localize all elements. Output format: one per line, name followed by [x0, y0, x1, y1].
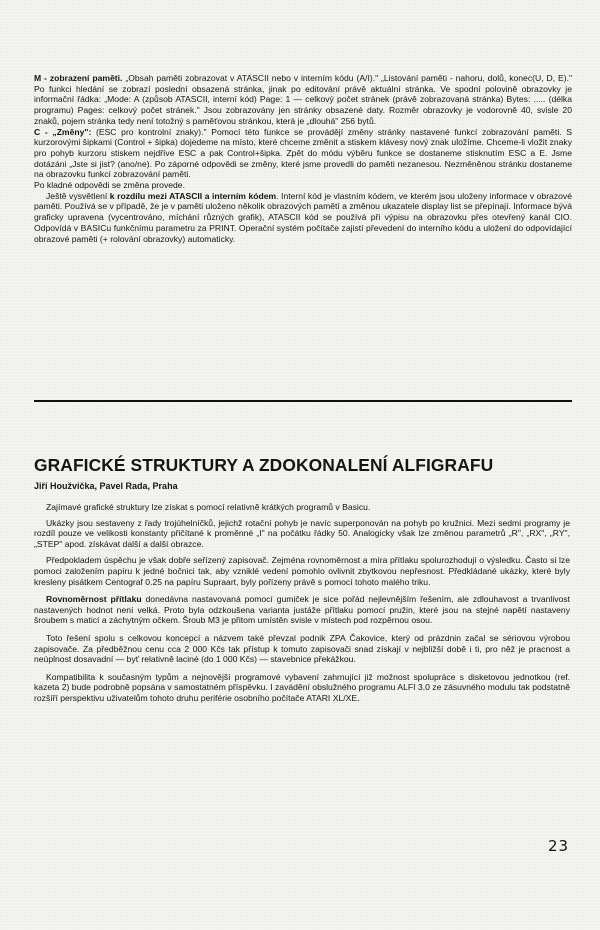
paragraph-text: donedávna nastavovaná pomocí gumiček je sice pořád nejlevnějším řešením, ale zdlouhavost a trvanlivost nastavených hodnot není velká. Proto byla odzkoušena varianta justáže přítlaku pomocí pružin, které jsou na stejné napětí nastaveny šroubem s maticí a záchytným očkem. Šroub M3 je přitom umístěn svisle v místech pod rozpěrnou osou.: [34, 594, 570, 626]
section-text: „Obsah paměti zobrazovat v ATASCII nebo v interním kódu (A/I)." „Listování paměti - nahoru, dolů, konec(U, D, E)." Po funkci hledání se zobrazí poslední obsazená stránka, jinak po editování právě aktuální stránka. Ve spodní polovině obrazovky je informační řádka: „Mode: A (způsob ATASCII, interní kód) Page: 1 — celkový počet stránek (právě zobrazovaná stránka) Bytes: ..... (délka programu) Pages: celkový počet stránek." Jsou zobrazovány jen stránky obsazené daty. Rozměr obrazovky je vodorovně 40, svisle 20 znaků, pojem stránka tedy není totožný s paměťovou stránkou, která je „dlouhá" 256 bytů.: [34, 73, 573, 126]
section-divider: [34, 400, 572, 402]
article-paragraph: Kompatibilita k současným typům a nejnovější programové vybavení zahrnující již možnost spolupráce s disketovou jednotkou (ref. kazeta 2) bude podrobně popsána v samostatném příspěvku. I zavádění obslužného programu ALFI 3.0 ze zásuvného modulu tak podstatně rozšíří perspektivu uživatelům tohoto druhu periférie osobního počítače ATARI XL/XE.: [34, 671, 570, 703]
article-paragraph: Toto řešení spolu s celkovou koncepcí a názvem také převzal podnik ZPA Čakovice, který od prázdnin začal se sériovou výrobou zapisovače. Za předběžnou cenu cca 2 000 Kčs tak přístup k tomuto zapisovači snad získají v nejbližší době i ti, pro něž je pracnost a neúplnost dosavadní — byť relativně laciné (do 1 000 Kčs) — stavebnice překážkou.: [34, 632, 570, 665]
section-text: (ESC pro kontrolní znaky)." Pomocí této funkce se provádějí změny stránky nastavené funkcí zobrazování paměti. S kurzorovými šipkami (Control + šipka) dojedeme na místo, které chceme změnit a stiskem klávesy nový znak uložíme. Chceme-li vložit znaky pro pohyb kurzoru stiskem nejdříve ESC a pak Control+šipka. Zpět do módu výběru funkce se dostaneme stisknutím ESC a E. Jsme dotázáni „Jste si jist? (ano/ne). Po záporné odpovědi se změny, které jsme provedli do paměti nezanesou. Nezměněnou stránku dostaneme na obrazovku funkcí zobrazování paměti.: [34, 126, 572, 180]
section-title: „Změny":: [52, 126, 92, 137]
article-paragraph: [34, 594, 570, 626]
section-changes: [34, 127, 572, 181]
section-title: zobrazení paměti.: [49, 73, 123, 83]
article-paragraph: Ukázky jsou sestaveny z řady trojúhelníčků, jejichž rotační pohyb je navíc superponován na pohyb po kružnici. Mezi sedmi programy je rozdíl pouze ve velikosti konstanty přičítané k proměnné „I" na počátku řádky 50. Analogicky však lze změnou parametrů „R", „RX", „RY", „STEP" apod. získávat další a další obrazce.: [34, 517, 570, 549]
memory-editor-description: [34, 73, 572, 244]
explanation-intro: Ještě vysvětlení: [46, 190, 110, 201]
article-body: [34, 502, 570, 711]
article-authors: Jiří Houžvička, Pavel Rada, Praha: [34, 481, 178, 491]
article-title: GRAFICKÉ STRUKTURY A ZDOKONALENÍ ALFIGRAFU: [34, 455, 494, 475]
article-paragraph: Zajímavé grafické struktury lze získat s pomocí relativně krátkých programů v Basicu.: [46, 502, 371, 512]
section-label: C -: [34, 126, 53, 137]
section-changes-after: Po kladné odpovědi se změna provede.: [34, 180, 185, 191]
atascii-explanation: [34, 191, 572, 245]
explanation-text: . Interní kód je vlastním kódem, ve kterém jsou uloženy informace v obrazové paměti. Používá se v případě, že je v paměti uloženo několik obrazových pamětí a změnou ukazatele display list se přepínají. Informace bývá graficky upravena (vycentrováno, míchání různých grafik), ATASCII kód se používá při výpisu na obrazovku přes otevřený kanál CIO. Odpovídá v BASICu funkčnímu parametru za PRINT. Operační systém počítače zajistí převedení do interního kódu a uložení do odpovídající obrazové paměti (+ rolování obrazovky) automaticky.: [34, 190, 572, 244]
section-memory-display: [34, 73, 572, 127]
paragraph-lead: Rovnoměrnost přítlaku: [46, 594, 142, 605]
page-number: 23: [548, 837, 570, 855]
explanation-bold: k rozdílu mezi ATASCII a interním kódem: [109, 190, 277, 201]
article-paragraph: Předpokladem úspěchu je však dobře seřízený zapisovač. Zejména rovnoměrnost a míra přítlaku spolurozhodují o výsledku. Často si lze pomoci založením papíru k jedné bočnici tak, aby vzniklé vedení pomohlo ovlivnit zbytkovou nepřesnost. Předkládané ukázky, které byly kresleny pisátkem Centograf 0.25 na papíru Supraart, byly pořízeny právě s pomocí tohoto malého triku.: [34, 555, 570, 587]
section-label: M -: [34, 73, 50, 83]
